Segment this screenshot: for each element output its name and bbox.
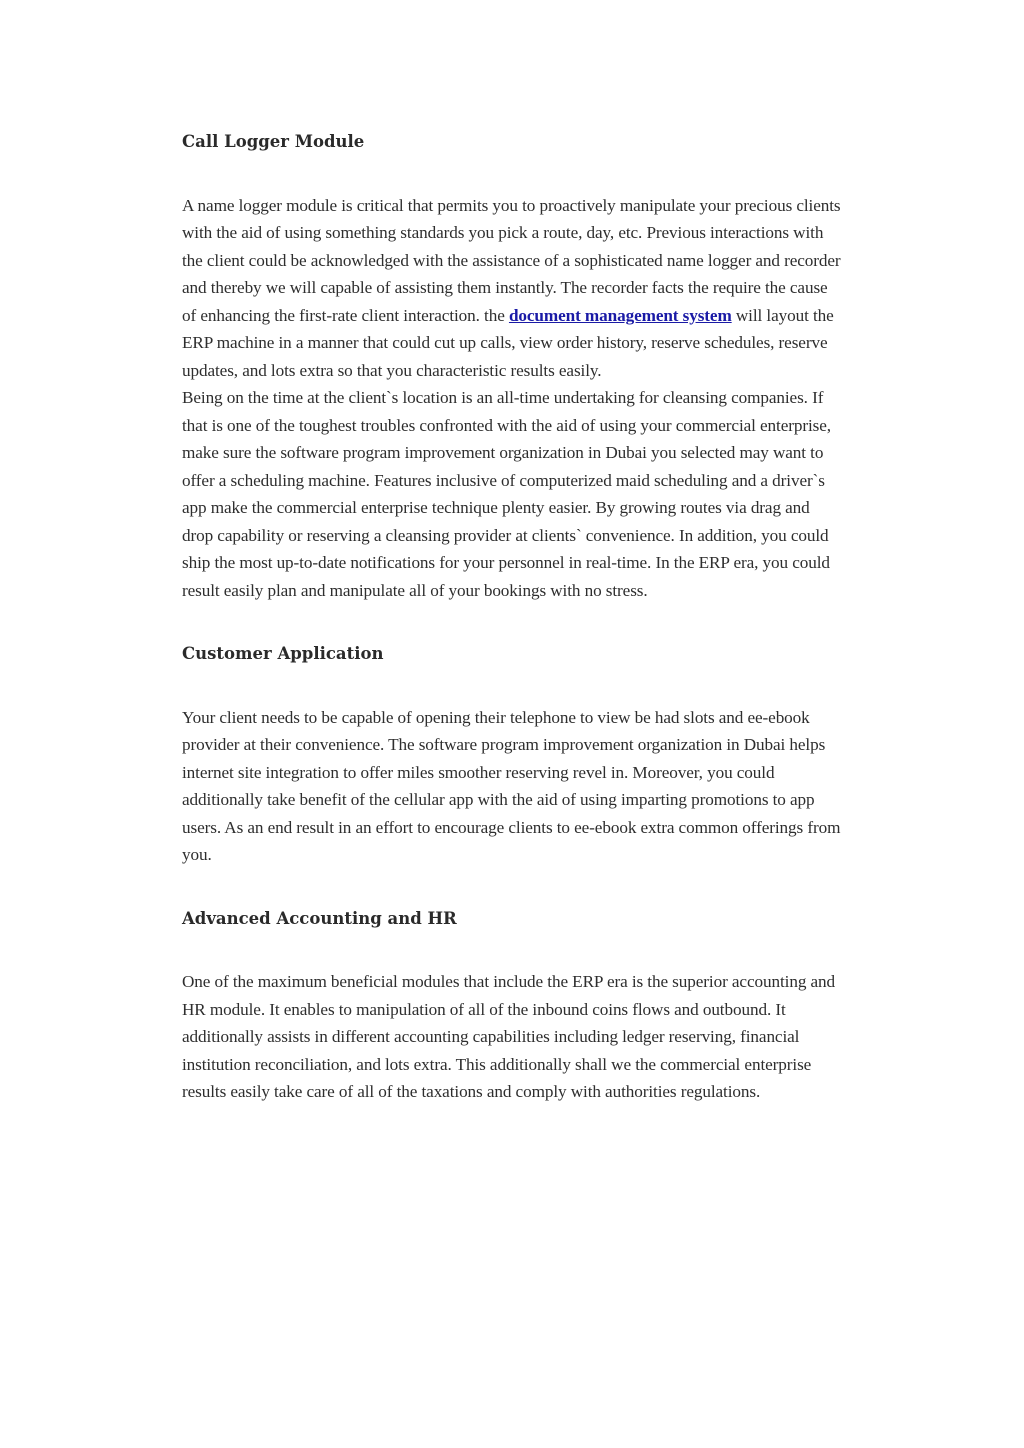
- paragraph-text: will layout the ERP machine in a manner that could cut up calls, view order history, reserve schedules, reserve updates, and lots extra so that you characteristic results easily.: [182, 305, 834, 380]
- paragraph-customer-application: Your client needs to be capable of opening their telephone to view be had slots and ee-ebook provider at their convenience. The software program improvement organization in Dubai helps internet site integration to offer miles smoother reserving revel in. Moreover, you could additionally take benefit of the cellular app with the aid of using imparting promotions to app users. As an end result in an effort to encourage clients to ee-ebook extra common offerings from you.: [182, 707, 841, 864]
- document-page: [182, 128, 842, 1106]
- section-heading-call-logger: Call Logger Module: [182, 132, 365, 151]
- paragraph-call-logger-1: [182, 192, 842, 385]
- document-management-system-link[interactable]: document management system: [508, 305, 732, 325]
- paragraph-text: A name logger module is critical that permits you to proactively manipulate your precious clients with the aid of using something standards you pick a route, day, etc. Previous interactions with the client could be acknowledged with the assistance of a sophisticated name logger and recorder and thereby we will capable of assisting them instantly. The recorder facts the require the cause of enhancing the first-rate client interaction. the: [182, 195, 841, 325]
- paragraph-accounting-hr: One of the maximum beneficial modules that include the ERP era is the superior accounting and HR module. It enables to manipulation of all of the inbound coins flows and outbound. It additionally assists in different accounting capabilities including ledger reserving, financial institution reconciliation, and lots extra. This additionally shall we the commercial enterprise results easily take care of all of the taxations and comply with authorities regulations.: [182, 972, 836, 1101]
- paragraph-call-logger-2: Being on the time at the client`s location is an all-time undertaking for cleansing companies. If that is one of the toughest troubles confronted with the aid of using your commercial enterprise, make sure the software program improvement organization in Dubai you selected may want to offer a scheduling machine. Features inclusive of computerized maid scheduling and a driver`s app make the commercial enterprise technique plenty easier. By growing routes via drag and drop capability or reserving a cleansing provider at clients` convenience. In addition, you could ship the most up-to-date notifications for your personnel in real-time. In the ERP era, you could result easily plan and manipulate all of your bookings with no stress.: [182, 388, 831, 600]
- section-heading-accounting-hr: Advanced Accounting and HR: [182, 908, 457, 928]
- section-heading-customer-application: Customer Application: [182, 644, 384, 663]
